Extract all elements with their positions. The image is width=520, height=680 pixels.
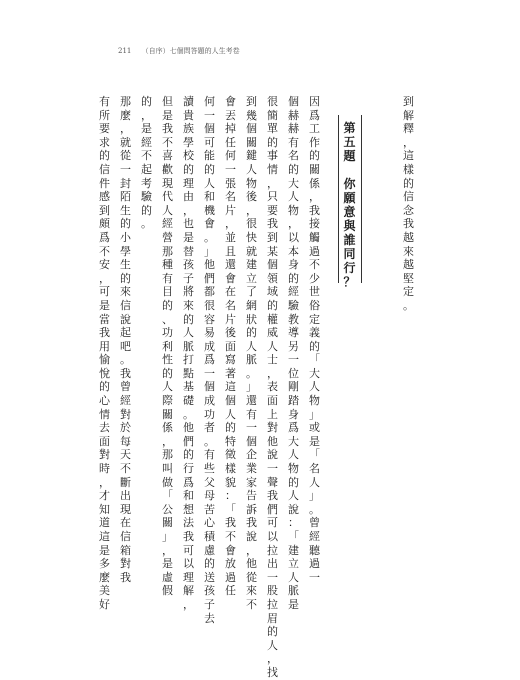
page-number: 211 xyxy=(118,47,132,55)
text-column: 有 所 要 求 的 信 件 感 到 頗 爲 不 安 ， 可 是 當 我 用 愉 悅 的 心 情 去 面 對 時 ， 才 知 道 這 是 多 麼 美 好 xyxy=(99,95,110,611)
text-column: 因 爲 工 作 的 關 係 ， 我 接 觸 過 不 少 世 俗 定 義 的 「 大 人 物 」 或 是 「 名 人 」 。 曾 經 聽 過 一 xyxy=(309,95,320,584)
section-heading: 第 五 題 你 願 意 與 誰 同 行 ？ xyxy=(343,121,356,289)
text-column: 會 丟 掉 任 何 一 張 名 片 ， 並 且 還 會 在 名 片 後 面 寫 著 這 個 人 的 特 徵 樣 貌 ： 「 我 不 會 放 過 任 xyxy=(225,95,236,598)
text-column: 很 簡 單 的 事 情 ， 只 要 我 到 某 個 領 域 的 權 威 人 士 ， 表 面 上 對 他 說 一 聲 我 們 可 以 拉 出 一 股 拉 眉 的 人 ， 找 xyxy=(267,95,278,679)
text-column: 但 是 我 不 喜 歡 現 代 人 經 營 那 種 有 目 的 、 功 利 性 的 人 際 關 係 ， 那 叫 做 「 公 關 」 ， 是 虛 假 xyxy=(162,95,173,598)
text-column: 何 一 個 可 能 的 人 和 機 會 。 」 他 們 都 很 容 易 成 爲 一 個 成 功 者 。 有 些 父 母 苦 心 積 慮 的 送 孩 子 去 xyxy=(204,95,215,625)
running-header xyxy=(118,45,418,57)
text-column: 到 幾 個 關 鍵 人 物 後 ， 很 快 就 建 立 了 網 狀 的 人 脈 。 」 還 有 一 個 企 業 家 告 訴 我 說 ， 他 從 來 不 xyxy=(246,95,257,611)
running-title: （自序）七個問答題的人生考卷 xyxy=(141,47,240,55)
text-column: 的 ， 是 經 不 起 考 驗 的 。 xyxy=(141,95,152,231)
section-heading-box xyxy=(338,115,362,289)
text-column: 個 赫 赫 有 名 的 大 人 物 ， 以 本 身 的 經 驗 教 導 另 一 位 剛 踏 身 爲 大 人 物 的 人 說 ： 「 建 立 人 脈 是 xyxy=(288,95,299,611)
text-column: 那 麼 ， 就 從 一 封 陌 生 的 小 學 生 的 來 信 說 起 吧 。 我 曾 經 對 於 每 天 不 斷 出 現 在 信 箱 對 我 xyxy=(120,95,131,584)
text-column: 到 解 釋 ， 這 樣 的 信 念 我 越 來 越 堅 定 。 xyxy=(403,95,414,312)
text-column: 讀 貴 族 學 校 的 理 由 ， 也 是 替 孩 子 將 來 的 人 脈 打 點 基 礎 。 他 們 的 行 爲 和 想 法 我 可 以 理 解 ， xyxy=(183,95,194,611)
